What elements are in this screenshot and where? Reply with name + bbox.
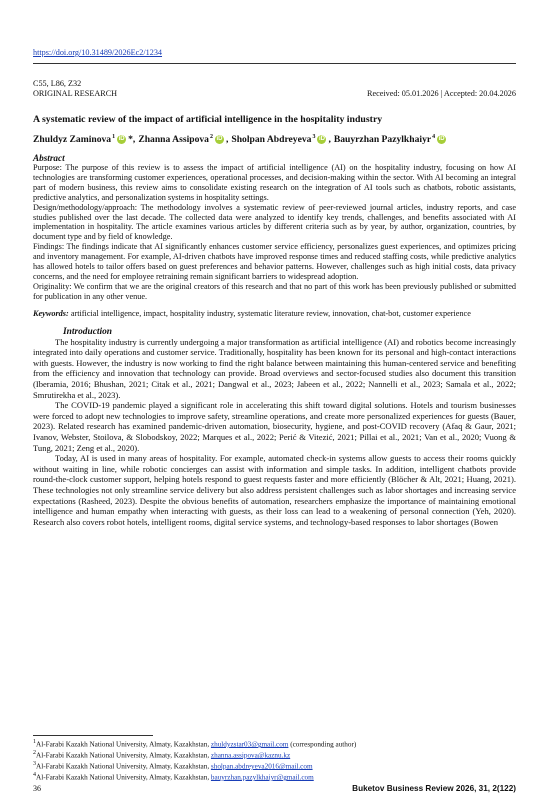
email-link[interactable]: bauyrzhan.pazylkhaiyr@gmail.com [210,773,314,782]
author-name: Sholpan Abdreyeva [231,134,312,145]
footnote-rule [33,735,153,736]
page-number: 36 [33,784,41,793]
keywords-label: Keywords: [33,308,69,318]
author: Sholpan Abdreyeva $^3$ iD , [231,134,331,145]
email-link[interactable]: zhuldyzstar03@gmail.com [210,740,289,749]
intro-paragraph: The hospitality industry is currently undergoing a major transformation as artificial intelligence (AI) and robotics become increasingly integrated into daily operations and customer service. Traditionally, hospitality has been known for its personal and high-contact interactions with guests. However, the industry is now working to find the right balance between maintaining this human-centered service and benefiting from the efficiency and innovation that technology can provide. Broad overviews and sector-focused studies also document this transition (Iberamia, 2016; Bhushan, 2021; Citak et al., 2021; Dangwal et al., 2023; Jabeen et al., 2022; Nannelli et al., 2023; Samala et al., 2022; Smrutirekha et al., 2023). [33,336,516,400]
author-list [33,134,516,145]
author-affil: 1 [112,134,116,140]
footnote: $^4$Al-Farabi Kazakh National University, Almaty, Kazakhstan, bauyrzhan.pazylkhaiyr@gmail.com [33,771,314,782]
intro-paragraph: Today, AI is used in many areas of hospitality. For example, automated check-in systems allow guests to access their rooms quickly without waiting in line, while robotic concierges can assist with information and simple tasks. In addition, intelligent chatbots provide round-the-clock customer support, helping hotels respond to guest requests faster and more efficiently (Blöcher & Alt, 2021; Huang, 2021). These technologies not only streamline service delivery but also address persistent challenges such as labor shortages and increasing service expectations (Rasheed, 2023). Despite the obvious benefits of automation, researchers emphasize the importance of maintaining emotional intelligence and human empathy when interacting with guests, as their loss can lead to a weakening of personal connection (Yeh, 2020). Research also covers robot hotels, intelligent rooms, digital service systems, and technology-based responses to labor shortages (Bowen [33,453,516,527]
author-affil: 3 [312,134,316,140]
email-link[interactable]: sholpan.abdreyeva2016@mail.com [210,762,313,771]
abstract-purpose: Purpose: The purpose of this review is to assess the impact of artificial intelligence (AI) on the hospitality industry, focusing on how AI technologies are transforming customer experiences, operational processes, and decision-making within the sector. With AI becoming an integral part of modern business, this review aims to consolidate existing research on the integration of AI tools such as chatbots, robotic assistants, predictive analytics, and personalization systems in hospitality settings. [33,163,516,202]
footnote: $^3$Al-Farabi Kazakh National University, Almaty, Kazakhstan, sholpan.abdreyeva2016@mail.com [33,760,313,771]
header-rule [33,63,516,64]
keywords [33,309,516,319]
abstract-originality: Originality: We confirm that we are the original creators of this research and that no part of this work has been previously published or submitted for publication in any other venue. [33,281,516,301]
author: Zhuldyz Zaminova $^1$ iD * , [33,134,136,145]
jel-codes: C55, L86, Z32 [33,79,82,88]
keywords-text: artificial intelligence, impact, hospitality industry, systematic literature review, innovation, chat-bot, customer experience [70,308,471,318]
author-name: Bauyrzhan Pazylkhaiyr [333,134,432,145]
page-footer [33,784,516,793]
abstract-methodology: Design/methodology/approach: The methodology involves a systematic review of peer-reviewed journal articles, industry reports, and case studies published over the last decade. The collected data were analyzed to identify key trends, challenges, and benefits associated with AI implementation in hospitality. The article examines various articles by different criteria such as by year, by author, organization, countries, by document type and by field of knowledge. [33,202,516,242]
abstract-findings: Findings: The findings indicate that AI significantly enhances customer service efficiency, personalizes guest experiences, and optimizes pricing and inventory management. For example, AI-driven chatbots have improved response times and reduced staffing costs, while predictive analytics has allowed hotels to tailor offers based on guest preferences and behavior patterns. However, challenges such as high initial costs, data privacy concerns, and the need for employee retraining remain significant barriers to widespread adoption. [33,242,516,281]
orcid-icon[interactable]: iD [318,136,325,142]
orcid-icon[interactable]: iD [216,136,223,142]
journal-name: Buketov Business Review 2026, 31, 2(122) [352,784,516,793]
abstract-heading: Abstract [33,153,65,163]
email-link[interactable]: zhanna.assipova@kaznu.kz [210,751,291,760]
article-type: ORIGINAL RESEARCH [33,89,118,98]
doi-link[interactable]: https://doi.org/10.31489/2026Ec2/1234 [33,48,163,57]
author-affil: 4 [432,134,436,140]
orcid-icon[interactable]: iD [438,136,445,142]
footnote: $^1$Al-Farabi Kazakh National University, Almaty, Kazakhstan, zhuldyzstar03@gmail.com (corresponding author) [33,739,357,749]
meta-row [33,89,516,99]
author [334,134,448,145]
author-name: Zhanna Assipova [138,134,209,145]
author-affil: 2 [209,134,213,140]
footnote: $^2$Al-Farabi Kazakh National University, Almaty, Kazakhstan, zhanna.assipova@kaznu.kz [33,749,291,760]
author: Zhanna Assipova $^2$ iD , [138,134,229,145]
article-meta [33,79,516,99]
author-name: Zhuldyz Zaminova [33,134,112,145]
corresponding-mark: * [128,134,133,145]
article-title: A systematic review of the impact of artificial intelligence in the hospitality industry [33,114,383,125]
footnotes [33,738,516,782]
introduction-heading: Introduction [63,326,112,337]
intro-paragraph: The COVID-19 pandemic played a significant role in accelerating this shift toward digital solutions. Hotels and tourism businesses were forced to adopt new technologies to improve safety, streamline operations, and create more personalized experiences for guests (Bauer, 2023). Related research has examined pandemic-driven automation, biosecurity, hygiene, and post-COVID recovery (Afaq & Gaur, 2021; Ivanov, Webster, Stoilova, & Slobodskoy, 2022; Marques et al., 2022; Perić & Vitezić, 2021; Pillai et al., 2021; Van et al., 2020; Vuong & Tung, 2021; Zeng et al., 2020). [33,400,516,453]
dates: Received: 05.01.2026 | Accepted: 20.04.2026 [367,89,516,98]
paper-page [33,42,516,527]
orcid-icon[interactable]: iD [118,136,125,142]
